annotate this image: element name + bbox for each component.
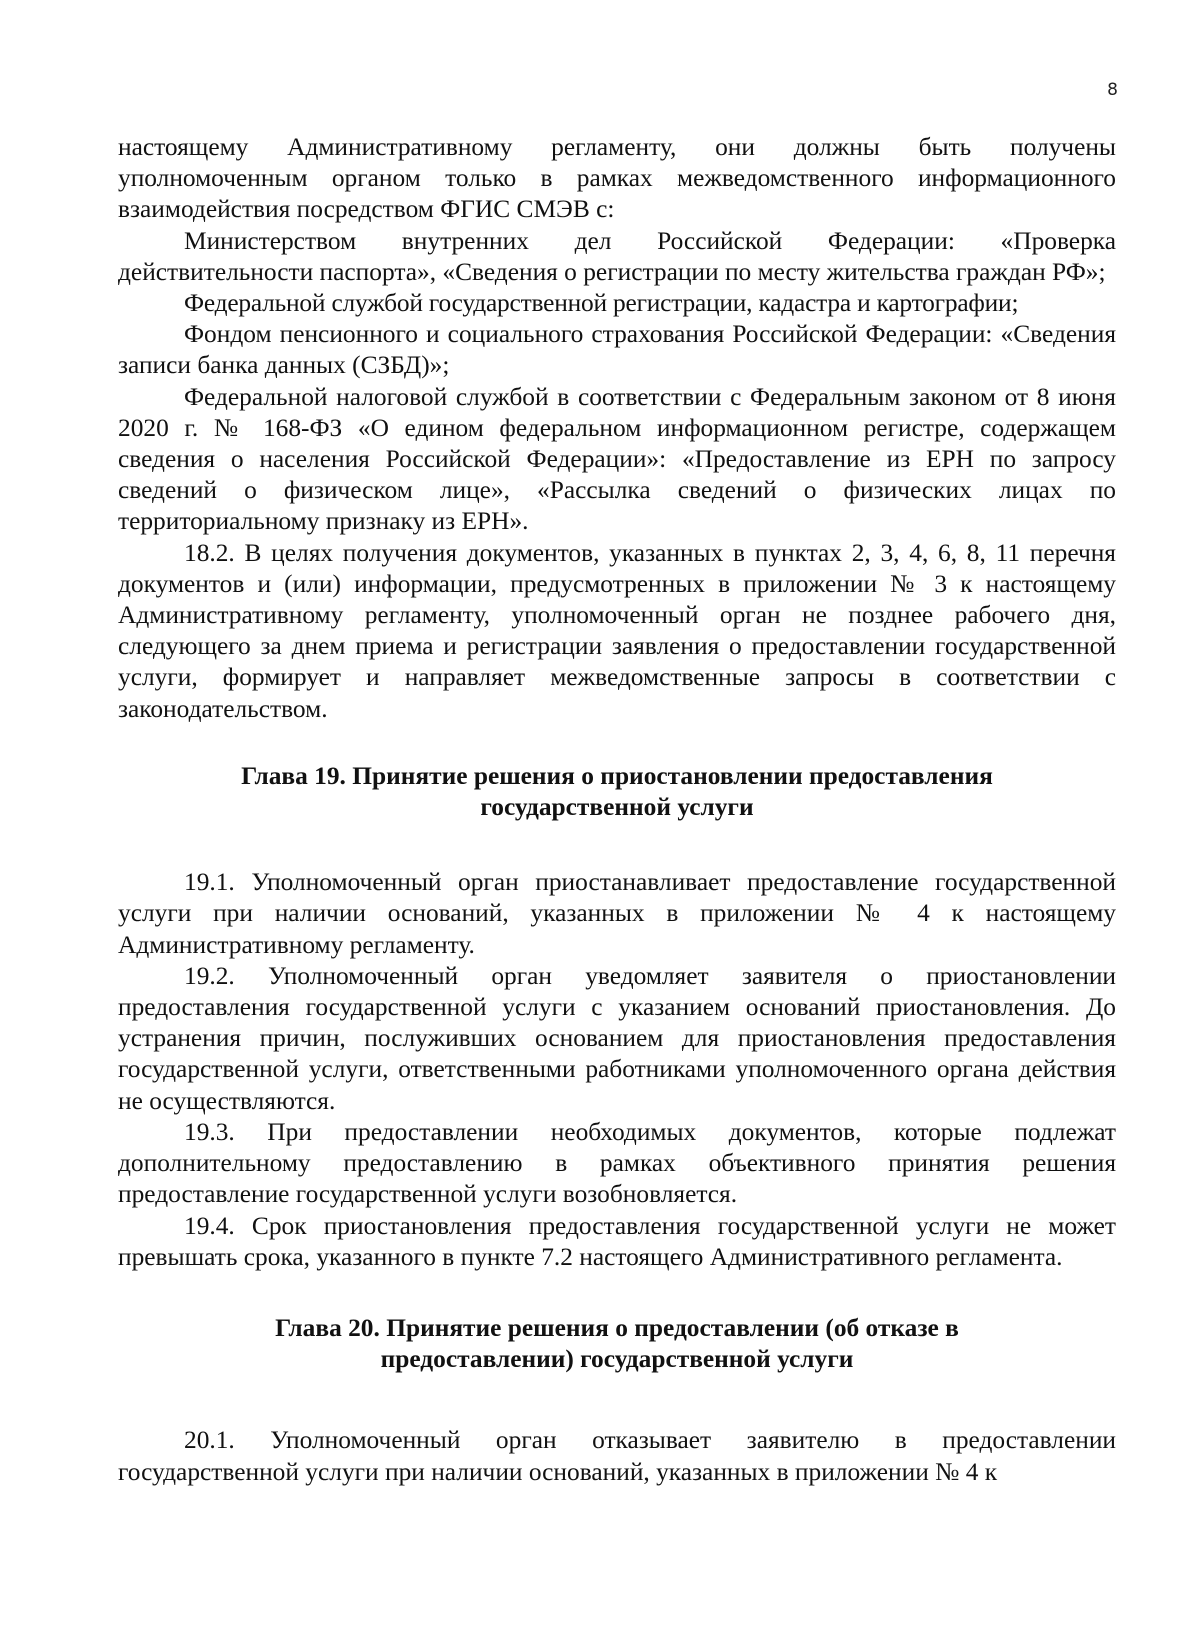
paragraph-sfr: Фондом пенсионного и социального страхования Российской Федерации: «Сведения записи банка данных (СЗБД)»; (118, 320, 1116, 380)
paragraph-mvd: Министерством внутренних дел Российской Федерации: «Проверка действительности паспорта», «Сведения о регистрации по месту жительства граждан РФ»; (118, 226, 1116, 286)
chapter-20-title-line1: Глава 20. Принятие решения о предоставлении (об отказе в (275, 1313, 959, 1342)
paragraph-19-2: 19.2. Уполномоченный орган уведомляет заявителя о приостановлении предоставления государственной услуги с указанием оснований приостановления. До устранения причин, послуживших основанием для приостановления предоставления государственной услуги, ответственными работниками уполномоченного органа действия не осуществляются. (118, 961, 1116, 1115)
paragraph-fns: Федеральной налоговой службой в соответствии с Федеральным законом от 8 июня 2020 г. № 168-ФЗ «О едином федеральном информационном регистре, содержащем сведения о населения Российской Федерации»: «Предоставление из ЕРН по запросу сведений о физическом лице», «Рассылка сведений о физических лицах по территориальному признаку из ЕРН». (118, 382, 1116, 536)
paragraph-19-4: 19.4. Срок приостановления предоставления государственной услуги не может превышать срока, указанного в пункте 7.2 настоящего Административного регламента. (118, 1211, 1116, 1271)
page-number: 8 (1107, 80, 1118, 100)
chapter-19-title-line2: государственной услуги (480, 793, 754, 822)
page-content (118, 132, 1116, 1488)
chapter-20-title-line2: предоставлении) государственной услуги (380, 1345, 854, 1374)
chapter-20-heading (118, 1313, 1116, 1375)
chapter-19-title-line1: Глава 19. Принятие решения о приостановлении предоставления (241, 761, 993, 790)
chapter-19-heading (118, 761, 1116, 823)
paragraph-19-1: 19.1. Уполномоченный орган приостанавливает предоставление государственной услуги при наличии оснований, указанных в приложении № 4 к настоящему Административному регламенту. (118, 868, 1116, 959)
paragraph-19-3: 19.3. При предоставлении необходимых документов, которые подлежат дополнительному предоставлению в рамках объективного принятия решения предоставление государственной услуги возобновляется. (118, 1117, 1116, 1209)
paragraph-20-1: 20.1. Уполномоченный орган отказывает заявителю в предоставлении государственной услуги при наличии оснований, указанных в приложении № 4 к (118, 1426, 1116, 1486)
paragraph-18-2: 18.2. В целях получения документов, указанных в пунктах 2, 3, 4, 6, 8, 11 перечня документов и (или) информации, предусмотренных в приложении № 3 к настоящему Административному регламенту, уполномоченный орган не позднее рабочего дня, следующего за днем приема и регистрации заявления о предоставлении государственной услуги, формирует и направляет межведомственные запросы в соответствии с законодательством. (118, 538, 1116, 723)
paragraph-continuation: настоящему Административному регламенту, они должны быть получены уполномоченным органом только в рамках межведомственного информационного взаимодействия посредством ФГИС СМЭВ с: (118, 133, 1116, 224)
paragraph-rosreestr: Федеральной службой государственной регистрации, кадастра и картографии; (184, 289, 1019, 318)
